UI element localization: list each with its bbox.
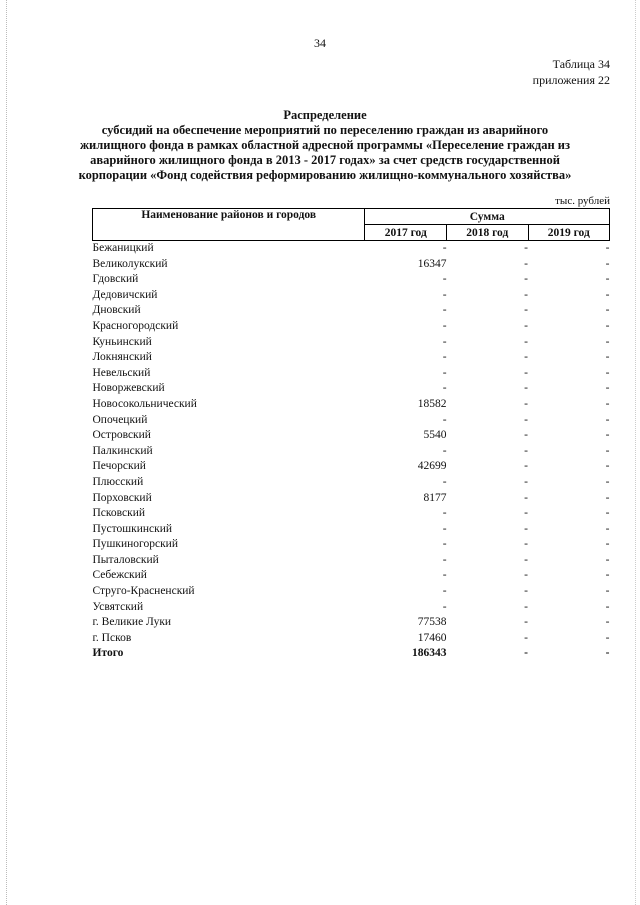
value-2019: - — [605, 507, 610, 520]
table-row — [93, 428, 610, 444]
table-row — [93, 288, 610, 304]
table-row — [93, 272, 610, 288]
value-2019: - — [605, 475, 610, 488]
value-2017: 16347 — [417, 257, 447, 270]
value-2017: - — [442, 569, 447, 582]
value-2018: - — [524, 585, 528, 598]
row-name: Себежский — [92, 569, 147, 582]
value-2018: - — [524, 242, 528, 254]
value-2018: - — [524, 319, 528, 332]
value-2018: - — [524, 631, 528, 644]
value-2017: - — [442, 304, 447, 317]
table-row — [93, 568, 610, 584]
value-2018: - — [524, 616, 528, 629]
value-2017: 42699 — [417, 460, 447, 473]
value-2017: - — [442, 538, 447, 551]
table-row — [93, 335, 610, 351]
reference-table-number: Таблица 34 — [552, 57, 610, 71]
value-2017: - — [442, 507, 447, 520]
row-name: Локнянский — [92, 351, 152, 364]
row-name: Порховский — [92, 491, 152, 504]
row-name: Великолукский — [92, 257, 168, 270]
row-name: Новосокольнический — [92, 397, 197, 410]
value-2019: - — [605, 538, 610, 551]
table-row — [93, 366, 610, 382]
value-2017: - — [442, 475, 447, 488]
value-2019: - — [605, 444, 610, 457]
row-name: Пушкиногорский — [92, 538, 178, 551]
value-2018: - — [524, 413, 528, 426]
table-row — [93, 397, 610, 413]
value-2019: - — [605, 616, 610, 629]
row-name: Новоржевский — [92, 382, 165, 395]
value-2018: - — [524, 351, 528, 364]
row-name: г. Псков — [92, 631, 132, 644]
value-2017: 5540 — [423, 429, 447, 442]
value-2019: - — [605, 553, 610, 566]
table-row — [93, 475, 610, 491]
value-2018: - — [524, 288, 528, 301]
row-name: Опочецкий — [92, 413, 148, 426]
row-name: Пустошкинский — [92, 522, 173, 535]
table-row — [93, 553, 610, 569]
value-2018: - — [524, 429, 528, 442]
units-label: тыс. рублей — [555, 195, 610, 207]
row-name: Гдовский — [92, 273, 139, 286]
subsidy-table — [92, 208, 610, 662]
row-name: г. Великие Луки — [92, 616, 172, 629]
value-2019: - — [605, 569, 610, 582]
value-2017: - — [442, 444, 447, 457]
value-2017: - — [442, 351, 447, 364]
row-name: Куньинский — [92, 335, 152, 348]
table-row — [93, 646, 610, 662]
scan-margin-right — [635, 0, 636, 905]
row-name: Красногородский — [92, 319, 179, 332]
value-2019: - — [605, 413, 610, 426]
value-2019: - — [605, 631, 610, 644]
row-name: Палкинский — [92, 444, 153, 457]
row-name: Островский — [92, 429, 151, 442]
table-row — [93, 522, 610, 538]
value-2017: 17460 — [417, 631, 447, 644]
value-2019: - — [605, 273, 610, 286]
title-line-2: субсидий на обеспечение мероприятий по переселению граждан из аварийного — [101, 123, 549, 137]
table-row — [93, 584, 610, 600]
row-name: Печорский — [92, 460, 146, 473]
table-row — [93, 537, 610, 553]
value-2018: - — [524, 538, 528, 551]
value-2017: 18582 — [417, 397, 447, 410]
value-2018: - — [524, 507, 528, 520]
value-2018: - — [524, 569, 528, 582]
value-2018: - — [524, 335, 528, 348]
value-2018: - — [524, 304, 528, 317]
reference-appendix: приложения 22 — [532, 73, 610, 87]
value-2018: - — [524, 382, 528, 395]
table-row — [93, 615, 610, 631]
table-row — [93, 444, 610, 460]
row-name: Плюсский — [92, 475, 144, 488]
table-body — [93, 241, 610, 663]
value-2018: - — [524, 460, 528, 473]
header-name: Наименование районов и городов — [93, 209, 365, 241]
row-name: Псковский — [92, 507, 146, 520]
document-title — [60, 108, 590, 183]
row-name: Итого — [92, 647, 124, 660]
value-2019: - — [605, 522, 610, 535]
value-2017: - — [442, 522, 447, 535]
row-name: Усвятский — [92, 600, 144, 613]
value-2019: - — [605, 585, 610, 598]
table-row — [93, 257, 610, 273]
value-2018: - — [524, 600, 528, 613]
title-line-3: жилищного фонда в рамках областной адресной программы «Переселение граждан из — [79, 138, 571, 152]
value-2017: - — [442, 288, 447, 301]
value-2018: - — [524, 491, 528, 504]
value-2018: - — [524, 553, 528, 566]
value-2019: - — [605, 288, 610, 301]
table-reference — [533, 56, 610, 88]
value-2017: - — [442, 335, 447, 348]
value-2019: - — [605, 397, 610, 410]
value-2017: - — [442, 319, 447, 332]
value-2017: - — [442, 382, 447, 395]
value-2017: - — [442, 413, 447, 426]
value-2018: - — [524, 366, 528, 379]
value-2018: - — [524, 397, 528, 410]
value-2019: - — [605, 366, 610, 379]
table-row — [93, 241, 610, 257]
value-2018: - — [524, 273, 528, 286]
row-name: Бежаницкий — [92, 242, 154, 254]
table-row — [93, 506, 610, 522]
value-2017: - — [442, 553, 447, 566]
value-2018: - — [524, 444, 528, 457]
table-row — [93, 319, 610, 335]
value-2017: - — [442, 366, 447, 379]
value-2019: - — [605, 382, 610, 395]
value-2018: - — [524, 522, 528, 535]
table-row — [93, 413, 610, 429]
page-number: 34 — [314, 36, 326, 50]
title-line-4: аварийного жилищного фонда в 2013 - 2017 годах» за счет средств государственной — [90, 153, 560, 167]
value-2019: - — [605, 491, 610, 504]
header-year-2017: 2017 год — [365, 225, 447, 241]
value-2019: - — [605, 304, 610, 317]
value-2019: - — [605, 460, 610, 473]
value-2017: - — [442, 585, 447, 598]
title-line-5: корпорации «Фонд содействия реформированию жилищно-коммунального хозяйства» — [78, 168, 572, 182]
row-name: Дновский — [92, 304, 141, 317]
table-row — [93, 381, 610, 397]
table-row — [93, 459, 610, 475]
scan-margin-left — [6, 0, 7, 905]
table-row — [93, 303, 610, 319]
value-2019: - — [605, 647, 610, 660]
table-row — [93, 631, 610, 647]
table-row — [93, 350, 610, 366]
value-2017: - — [442, 242, 447, 254]
value-2018: - — [524, 475, 528, 488]
value-2018: - — [524, 257, 528, 270]
row-name: Невельский — [92, 366, 151, 379]
value-2017: - — [442, 600, 447, 613]
value-2019: - — [605, 351, 610, 364]
value-2019: - — [605, 319, 610, 332]
value-2017: 186343 — [412, 647, 447, 660]
title-line-1: Распределение — [283, 108, 367, 122]
value-2019: - — [605, 257, 610, 270]
value-2017: 77538 — [417, 616, 447, 629]
value-2019: - — [605, 242, 610, 254]
header-sum: Сумма — [365, 209, 610, 225]
table-row — [93, 491, 610, 507]
row-name: Пыталовский — [92, 553, 159, 566]
row-name: Дедовичский — [92, 288, 158, 301]
value-2019: - — [605, 429, 610, 442]
row-name: Струго-Красненский — [92, 585, 195, 598]
header-year-2018: 2018 год — [447, 225, 528, 241]
table-row — [93, 600, 610, 616]
value-2018: - — [524, 647, 528, 660]
value-2017: - — [442, 273, 447, 286]
header-year-2019: 2019 год — [528, 225, 610, 241]
value-2017: 8177 — [423, 491, 447, 504]
value-2019: - — [605, 600, 610, 613]
value-2019: - — [605, 335, 610, 348]
